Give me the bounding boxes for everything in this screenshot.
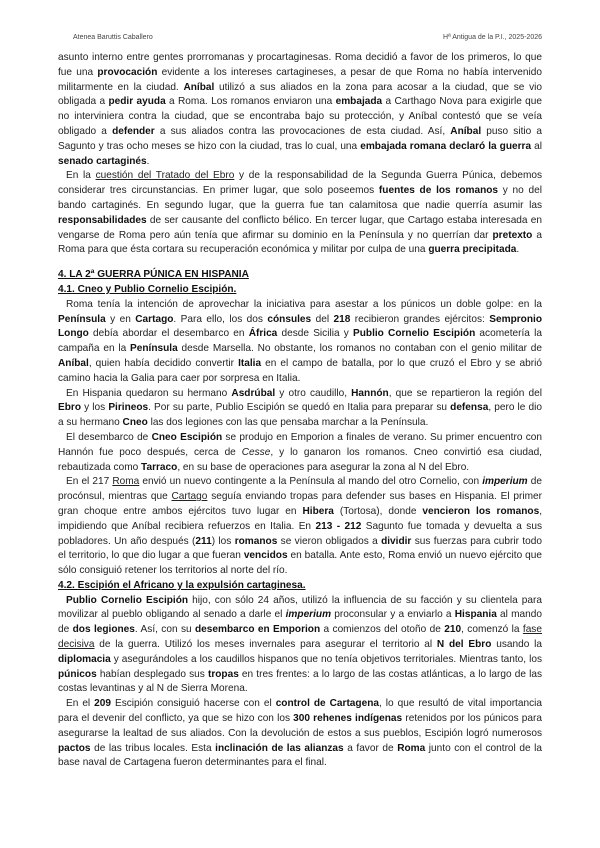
paragraph-4: En Hispania quedaron su hermano Asdrúbal y otro caudillo, Hannón, que se repartieron la región del Ebro y los Pirineos. Por su parte, Publio Escipión se quedó en Italia para preparar su defensa, pero le dio a su hermano Cneo las dos legiones con las que pensaba marchar a la Península. — [58, 387, 542, 429]
paragraph-6: En el 217 Roma envió un nuevo contingente a la Península al mando del otro Cornelio, con imperium de procónsul, mientras que Cartago seguía enviando tropas para defender sus bases en Hispania. El primer gran choque entre ambos ejércitos tuvo lugar en Hibera (Tortosa), donde vencieron los romanos, impidiendo que Aníbal recibiera refuerzos en Italia. En 213 - 212 Sagunto fue tomada y devuelta a sus pobladores. Un año después (211) los romanos se vieron obligados a dividir sus fuerzas para cubrir todo el territorio, lo que dio lugar a que fueran vencidos en batalla. Ante esto, Roma envió un nuevo ejército que sólo consiguió retener los territorios al norte del río. — [58, 476, 543, 577]
section-heading-4-1: 4.1. Cneo y Publio Cornelio Escipión. — [58, 283, 237, 295]
paragraph-8: En el 209 Escipión consiguió hacerse con el control de Cartagena, lo que resultó de vital importancia para el devenir del conflicto, ya que se hizo con los 300 rehenes indígenas retenidos por los púnicos para asegurarse la lealtad de sus aliados. Con la devolución de estos a sus pueblos, Escipión logró numerosos pactos de las tribus locales. Esta inclinación de las alianzas a favor de Roma junto con el control de la base naval de Cartagena fueron determinantes para el final. — [58, 698, 543, 769]
header-course: Hª Antigua de la P.I., 2025-2026 — [443, 34, 542, 41]
paragraph-7: Publio Cornelio Escipión hijo, con sólo 24 años, utilizó la influencia de su facción y su clientela para movilizar al pueblo obligando al senado a darle el imperium proconsular y a enviarlo a Hispania al mando de dos legiones. Así, con su desembarco en Emporion a comienzos del otoño de 210, comenzó la fase decisiva de la guerra. Utilizó los meses invernales para asegurar el territorio al N del Ebro usando la diplomacia y asegurándoles a los caudillos hispanos que no tenía objetivos territoriales. Mientras tanto, los púnicos habían desplegado sus tropas en tres frentes: a lo largo de las costas atlánticas, a lo largo de las costas levantinas y al N de Sierra Morena. — [58, 594, 542, 695]
section-heading-4-2: 4.2. Escipión el Africano y la expulsión cartaginesa. — [58, 579, 306, 591]
paragraph-1: asunto interno entre gentes prorromanas y procartaginesas. Roma decidió a favor de los primeros, lo que fue una provocación evidente a los intereses cartagineses, a pesar de que Roma no había intervenido militarmente en la ciudad. Aníbal utilizó a sus aliados en la zona para acosar a la ciudad, que se vio obligada a pedir ayuda a Roma. Los romanos enviaron una embajada a Carthago Nova para exigirle que no interviniera contra la ciudad, que se encontraba bajo su protección, y Aníbal contestó que se veía obligado a defender a sus aliados contra las provocaciones de esta ciudad. Así, Aníbal puso sitio a Sagunto y tras ocho meses se hizo con la ciudad, tras lo cual, una embajada romana declaró la guerra al senado cartaginés. — [58, 52, 542, 167]
section-heading-4: 4. LA 2ª GUERRA PÚNICA EN HISPANIA — [58, 269, 249, 281]
paragraph-3: Roma tenía la intención de aprovechar la iniciativa para asestar a los púnicos un doble golpe: en la Península y en Cartago. Para ello, los dos cónsules del 218 recibieron grandes ejércitos: Sempronio Longo debía abordar el desembarco en África desde Sicilia y Publio Cornelio Escipión acometería la campaña en la Península desde Marsella. No obstante, los romanos no contaban con el genio militar de Aníbal, quien había decidido convertir Italia en el campo de batalla, por lo que cruzó el Ebro y se abrió camino hacia la Galia para caer por sorpresa en Italia. — [58, 298, 542, 384]
paragraph-2: En la cuestión del Tratado del Ebro y de la responsabilidad de la Segunda Guerra Púnica, debemos considerar tres circunstancias. En primer lugar, que solo poseemos fuentes de los romanos y no del bando cartaginés. En segundo lugar, que la guerra fue tan calamitosa que nadie querría asumir las responsabilidades de ser causante del conflicto bélico. En tercer lugar, que Cartago estaba interesada en vengarse de Roma pero aún tenía que afirmar su dominio en la Península y no querrían dar pretexto a Roma para que ésta cortara su recuperación económica y militar por culpa de una guerra precipitada. — [58, 170, 543, 256]
paragraph-5: El desembarco de Cneo Escipión se produjo en Emporion a finales de verano. Su primer encuentro con Hannón fue poco después, cerca de Cesse, y lo ganaron los romanos. Cneo convirtió esa ciudad, rebautizada como Tarraco, en su base de operaciones para asegurar la zona al N del Ebro. — [58, 431, 542, 473]
document-body — [58, 51, 542, 771]
header-author: Atenea Baruttis Caballero — [73, 34, 153, 41]
